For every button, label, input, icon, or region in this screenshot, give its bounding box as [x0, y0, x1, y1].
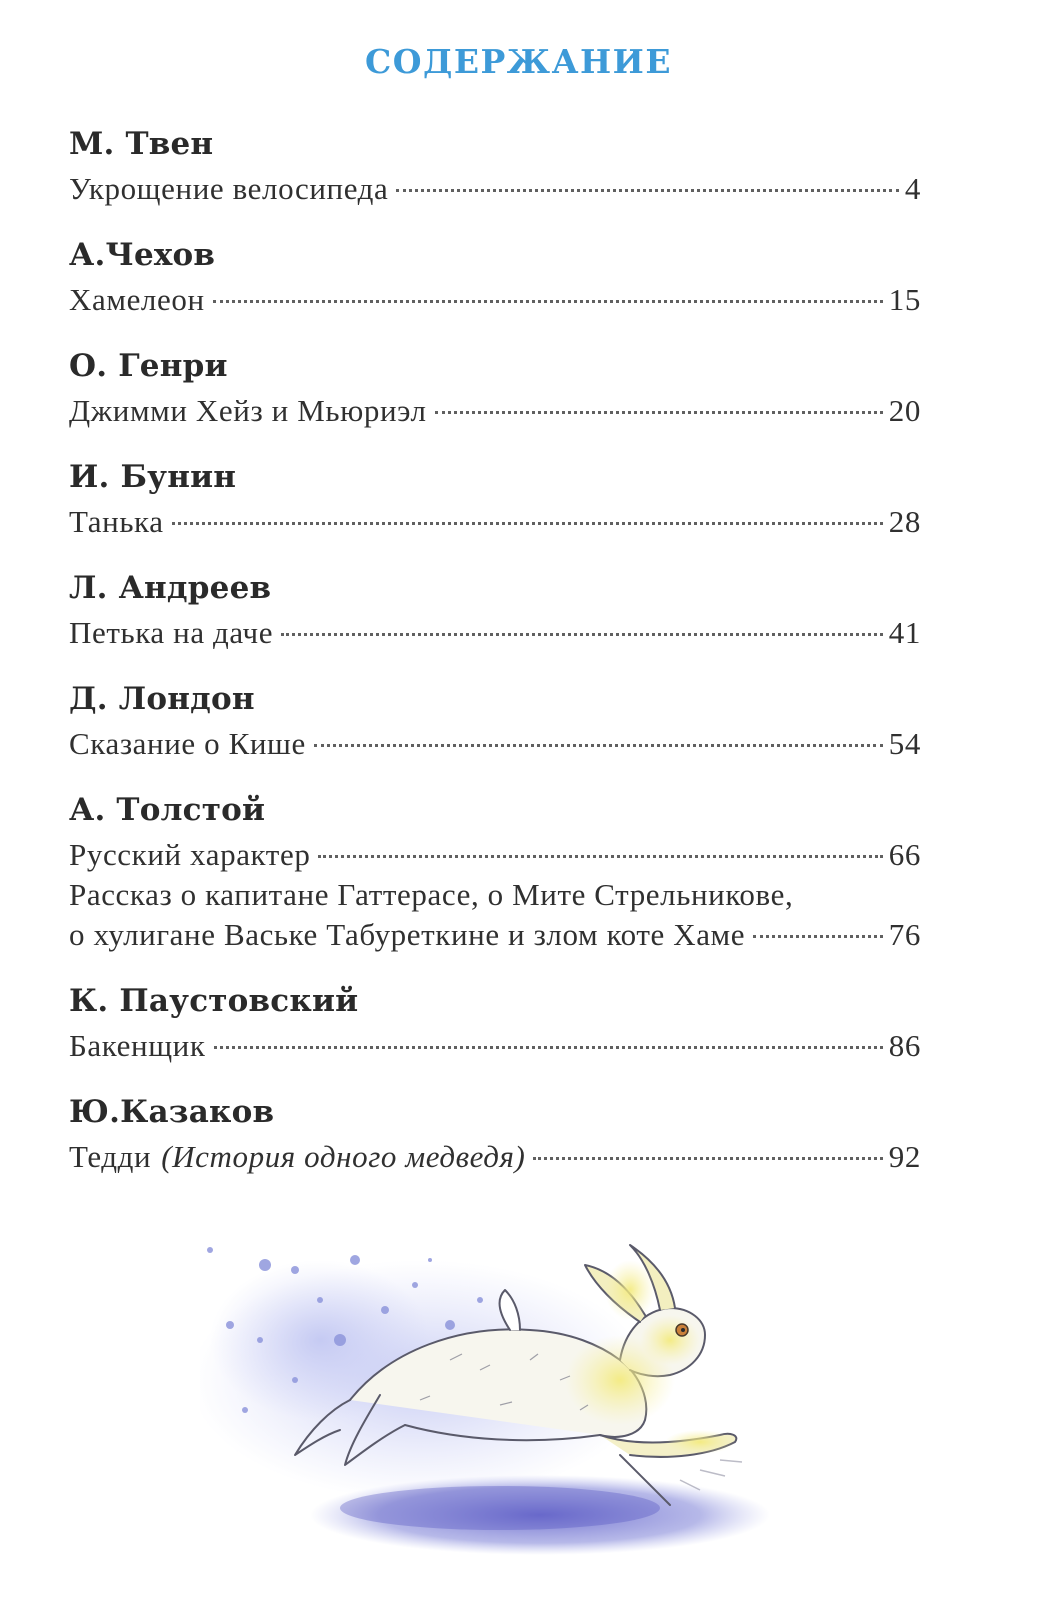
page-number: 41	[888, 615, 921, 650]
toc-entry[interactable]	[69, 1137, 921, 1177]
toc-entry[interactable]	[69, 1026, 921, 1066]
dot-leader	[533, 1157, 882, 1160]
toc-section	[69, 788, 921, 955]
toc-section	[69, 122, 921, 209]
page-number: 15	[888, 282, 921, 317]
toc-entry[interactable]	[69, 613, 921, 653]
entry-subtitle: (История одного медведя)	[161, 1139, 526, 1174]
entry-title: о хулигане Ваське Табуреткине и злом коте Хаме	[69, 917, 746, 952]
toc-entry[interactable]	[69, 835, 921, 875]
dot-leader	[213, 300, 883, 303]
toc-entry[interactable]	[69, 502, 921, 542]
entry-title: Бакенщик	[69, 1028, 206, 1063]
author-name: Ю.Казаков	[69, 1094, 275, 1130]
toc-section	[69, 455, 921, 542]
toc-entry[interactable]	[69, 280, 921, 320]
toc-entry[interactable]	[69, 724, 921, 764]
entry-title-line[interactable]: Рассказ о капитане Гаттерасе, о Мите Стрельникове,	[69, 877, 794, 912]
page-number: 54	[888, 726, 921, 761]
page-title: СОДЕРЖАНИЕ	[364, 42, 672, 81]
entry-title: Сказание о Кише	[69, 726, 306, 761]
author-name: И. Бунин	[69, 459, 237, 495]
dot-leader	[318, 855, 882, 858]
entry-title: Джимми Хейз и Мьюриэл	[69, 393, 427, 428]
page-number: 4	[904, 171, 921, 206]
author-name: Д. Лондон	[69, 681, 255, 717]
page-number: 76	[888, 917, 921, 952]
author-name: А.Чехов	[69, 237, 216, 273]
author-name: К. Паустовский	[69, 983, 359, 1019]
entry-title: Петька на даче	[69, 615, 274, 650]
entry-title: Хамелеон	[69, 282, 205, 317]
dot-leader	[281, 633, 883, 636]
page-number: 86	[888, 1028, 921, 1063]
entry-title: Тедди	[69, 1139, 152, 1174]
toc-section	[69, 566, 921, 653]
entry-title: Русский характер	[69, 837, 311, 872]
author-name: М. Твен	[69, 126, 214, 162]
toc-section	[69, 344, 921, 431]
toc-entry[interactable]	[69, 169, 921, 209]
toc-section	[69, 233, 921, 320]
toc-section	[69, 979, 921, 1066]
table-of-contents	[69, 122, 921, 1177]
author-name: О. Генри	[69, 348, 228, 384]
author-name: А. Толстой	[69, 792, 266, 828]
page-number: 66	[888, 837, 921, 872]
entry-title: Укрощение велосипеда	[69, 171, 389, 206]
dot-leader	[435, 411, 883, 414]
page-number: 28	[888, 504, 921, 539]
toc-section	[69, 1090, 921, 1177]
dot-leader	[396, 189, 899, 192]
entry-title: Танька	[69, 504, 164, 539]
page-number: 20	[888, 393, 921, 428]
dot-leader	[214, 1046, 883, 1049]
running-hare-icon	[200, 1230, 780, 1570]
dot-leader	[753, 935, 883, 938]
toc-entry[interactable]	[69, 391, 921, 431]
page-number: 92	[888, 1139, 921, 1174]
toc-section	[69, 677, 921, 764]
dot-leader	[172, 522, 883, 525]
author-name: Л. Андреев	[69, 570, 272, 606]
toc-entry[interactable]	[69, 915, 921, 955]
dot-leader	[314, 744, 883, 747]
